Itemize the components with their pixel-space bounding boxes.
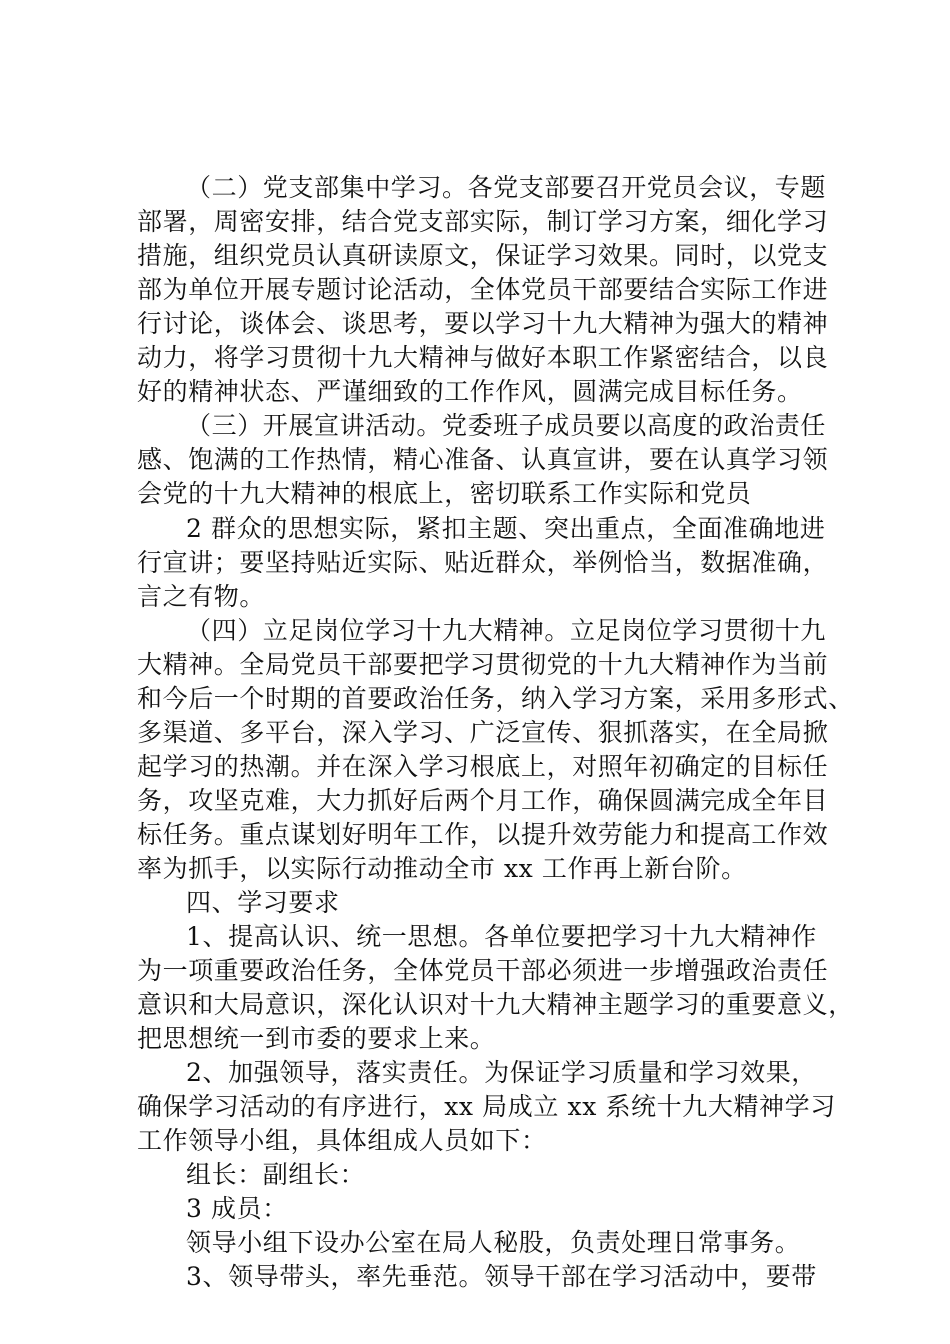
text-line: 率为抓手，以实际行动推动全市 xx 工作再上新台阶。 <box>137 854 747 883</box>
text-line: 领导小组下设办公室在局人秘股，负责处理日常事务。 <box>186 1228 801 1257</box>
text-line: 3 成员： <box>186 1194 288 1223</box>
text-line: 会党的十九大精神的根底上，密切联系工作实际和党员 <box>137 479 752 508</box>
text-line: 1、提高认识、统一思想。各单位要把学习十九大精神作 <box>186 922 817 951</box>
text-line: 确保学习活动的有序进行，xx 局成立 xx 系统十九大精神学习 <box>137 1092 836 1121</box>
text-line: 大精神。全局党员干部要把学习贯彻党的十九大精神作为当前 <box>137 650 829 679</box>
text-line: 工作领导小组，具体组成人员如下： <box>137 1126 547 1155</box>
text-line: （四）立足岗位学习十九大精神。立足岗位学习贯彻十九 <box>186 616 827 645</box>
text-line: 和今后一个时期的首要政治任务，纳入学习方案，采用多形式、 <box>137 684 854 713</box>
section-heading: 四、学习要求 <box>186 888 340 917</box>
text-line: （三）开展宣讲活动。党委班子成员要以高度的政治责任 <box>186 411 827 440</box>
text-line: 务，攻坚克难，大力抓好后两个月工作，确保圆满完成全年目 <box>137 786 829 815</box>
text-line: 起学习的热潮。并在深入学习根底上，对照年初确定的目标任 <box>137 752 829 781</box>
text-line: 2、加强领导，落实责任。为保证学习质量和学习效果， <box>186 1058 817 1087</box>
text-line: 感、饱满的工作热情，精心准备、认真宣讲，要在认真学习领 <box>137 445 829 474</box>
text-line: 标任务。重点谋划好明年工作，以提升效劳能力和提高工作效 <box>137 820 829 849</box>
text-line: 部署，周密安排，结合党支部实际，制订学习方案，细化学习 <box>137 207 829 236</box>
text-line: 行宣讲；要坚持贴近实际、贴近群众，举例恰当，数据准确， <box>137 548 829 577</box>
text-line: 部为单位开展专题讨论活动，全体党员干部要结合实际工作进 <box>137 275 829 304</box>
text-line: 动力，将学习贯彻十九大精神与做好本职工作紧密结合，以良 <box>137 343 829 372</box>
text-line: 好的精神状态、严谨细致的工作作风，圆满完成目标任务。 <box>137 377 803 406</box>
text-line: 把思想统一到市委的要求上来。 <box>137 1024 496 1053</box>
text-line: 多渠道、多平台，深入学习、广泛宣传、狠抓落实，在全局掀 <box>137 718 829 747</box>
text-line: 为一项重要政治任务，全体党员干部必须进一步增强政治责任 <box>137 956 829 985</box>
text-line: 3、领导带头，率先垂范。领导干部在学习活动中，要带 <box>186 1262 817 1291</box>
text-line: 言之有物。 <box>137 582 266 611</box>
text-line: 组长：副组长： <box>186 1160 366 1189</box>
text-line: 意识和大局意识，深化认识对十九大精神主题学习的重要意义， <box>137 990 854 1019</box>
text-line: （二）党支部集中学习。各党支部要召开党员会议，专题 <box>186 173 827 202</box>
text-line: 行讨论，谈体会、谈思考，要以学习十九大精神为强大的精神 <box>137 309 829 338</box>
text-line: 2 群众的思想实际，紧扣主题、突出重点，全面准确地进 <box>186 514 826 543</box>
text-line: 措施，组织党员认真研读原文，保证学习效果。同时，以党支 <box>137 241 829 270</box>
